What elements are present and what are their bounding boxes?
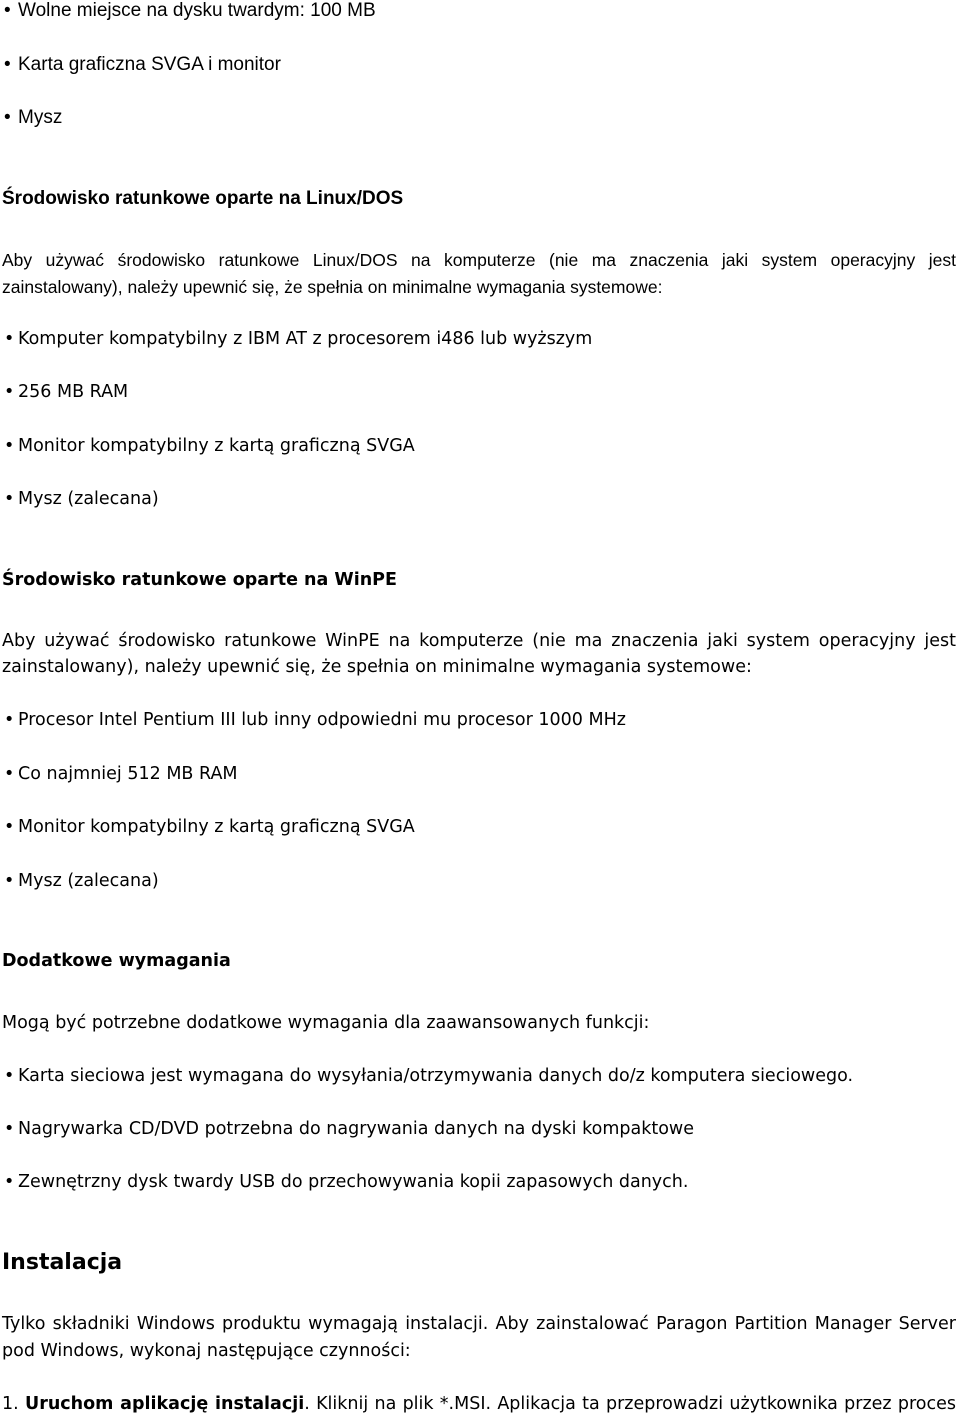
bullet-icon: • <box>4 54 11 75</box>
bullet-icon: • <box>4 710 15 730</box>
section-heading-install: Instalacja <box>2 1250 123 1275</box>
bullet-icon: • <box>4 107 11 128</box>
bullet-icon: • <box>4 1066 15 1086</box>
section-heading-linuxdos: Środowisko ratunkowe oparte na Linux/DOS <box>2 188 404 209</box>
bullet-icon: • <box>4 436 15 456</box>
bullet-icon: • <box>4 489 15 509</box>
list-item: Nagrywarka CD/DVD potrzebna do nagrywania danych na dyski kompaktowe <box>18 1119 694 1139</box>
bullet-icon: • <box>4 1172 15 1192</box>
paragraph-line: Mogą być potrzebne dodatkowe wymagania dla zaawansowanych funkcji: <box>2 1013 650 1033</box>
paragraph-line: zainstalowany), należy upewnić się, że spełnia on minimalne wymagania systemowe: <box>2 657 752 677</box>
list-item: Zewnętrzny dysk twardy USB do przechowywania kopii zapasowych danych. <box>18 1172 689 1192</box>
bullet-icon: • <box>4 329 15 349</box>
paragraph-line: Aby używać środowisko ratunkowe WinPE na komputerze (nie ma znaczenia jaki system operacyjny jest <box>2 631 956 651</box>
paragraph-line: zainstalowany), należy upewnić się, że spełnia on minimalne wymagania systemowe: <box>2 277 663 297</box>
list-item: Co najmniej 512 MB RAM <box>18 764 238 784</box>
list-item: Procesor Intel Pentium III lub inny odpowiedni mu procesor 1000 MHz <box>18 710 626 730</box>
list-item: Mysz <box>18 107 63 128</box>
list-item: Karta graficzna SVGA i monitor <box>18 54 281 75</box>
bullet-icon: • <box>4 0 11 21</box>
step-description: . Kliknij na plik *.MSI. Aplikacja ta przeprowadzi użytkownika przez proces <box>304 1394 956 1414</box>
bullet-icon: • <box>4 764 15 784</box>
step-action: Uruchom aplikację instalacji <box>24 1394 305 1414</box>
bullet-icon: • <box>4 382 15 402</box>
bullet-icon: • <box>4 1119 15 1139</box>
paragraph-line: pod Windows, wykonaj następujące czynności: <box>2 1341 411 1361</box>
list-item: Karta sieciowa jest wymagana do wysyłania/otrzymywania danych do/z komputera sieciowego. <box>18 1066 854 1086</box>
list-item: 256 MB RAM <box>18 382 129 402</box>
install-step <box>2 1394 956 1414</box>
list-item: Monitor kompatybilny z kartą graficzną SVGA <box>18 817 415 837</box>
bullet-icon: • <box>4 817 15 837</box>
step-number: 1. <box>2 1394 19 1414</box>
paragraph-line: Tylko składniki Windows produktu wymagają instalacji. Aby zainstalować Paragon Partition Manager Server <box>2 1314 956 1334</box>
list-item: Komputer kompatybilny z IBM AT z procesorem i486 lub wyższym <box>18 329 593 349</box>
section-heading-extra: Dodatkowe wymagania <box>2 951 231 971</box>
list-item: Monitor kompatybilny z kartą graficzną SVGA <box>18 436 415 456</box>
list-item: Mysz (zalecana) <box>18 489 159 509</box>
bullet-icon: • <box>4 871 15 891</box>
list-item: Mysz (zalecana) <box>18 871 159 891</box>
list-item: Wolne miejsce na dysku twardym: 100 MB <box>18 0 376 21</box>
paragraph-line: Aby używać środowisko ratunkowe Linux/DOS na komputerze (nie ma znaczenia jaki system operacyjny jest <box>2 250 956 270</box>
section-heading-winpe: Środowisko ratunkowe oparte na WinPE <box>2 570 397 590</box>
